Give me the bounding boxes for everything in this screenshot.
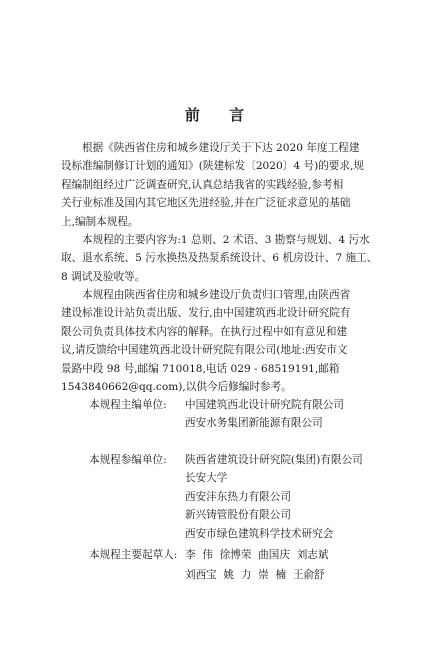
paragraph-line: 1543840662@qq.com),以供今后修编时参考。 [61, 381, 292, 394]
participant-unit: 西安沣东热力有限公司 [185, 490, 291, 503]
page-title: 前 言 [184, 106, 257, 124]
drafter-label: 本规程主要起草人: [89, 549, 178, 561]
paragraph-line: 关行业标准及国内其它地区先进经验,并在广泛征求意见的基础 [61, 197, 351, 210]
participant-list [185, 451, 363, 543]
chief-editor-unit: 西安水务集团新能源有限公司 [185, 417, 323, 430]
drafter-names-line-2: 刘西宝 姚 力 崇 楠 王俞舒 [185, 569, 325, 581]
paragraph-line: 议,请反馈给中国建筑西北设计研究院有限公司(地址:西安市文 [61, 344, 348, 357]
participant-unit: 陕西省建筑设计研究院(集团)有限公司 [185, 454, 363, 466]
paragraph-line: 上,编制本规程。 [61, 215, 139, 228]
chief-editor-list [185, 396, 344, 433]
chief-editor-label: 本规程主编单位: [89, 399, 167, 411]
participant-unit: 新兴铸管股份有限公司 [185, 509, 291, 522]
paragraph-line: 本规程的主要内容为:1 总则、2 术语、3 勘察与规划、4 污水 [82, 234, 370, 246]
paragraph-intro [61, 139, 387, 231]
drafter-names-line-1: 李 伟 徐博荣 曲国庆 刘志斌 [185, 549, 329, 561]
paragraph-line: 本规程由陕西省住房和城乡建设厅负责归口管理,由陕西省 [82, 289, 351, 301]
chief-editor-unit: 中国建筑西北设计研究院有限公司 [185, 399, 344, 411]
paragraph-line: 取、退水系统、5 污水换热及热泵系统设计、6 机房设计、7 施工、 [61, 252, 378, 265]
participant-unit: 长安大学 [185, 472, 228, 485]
participant-unit: 西安市绿色建筑科学技术研究会 [185, 527, 334, 540]
paragraph-line: 程编制组经过广泛调查研究,认真总结我省的实践经验,参考相 [61, 178, 344, 191]
paragraph-line: 限公司负责具体技术内容的解释。在执行过程中如有意见和建 [61, 325, 348, 338]
paragraph-line: 设标准编制修订计划的通知》(陕建标发〔2020〕4 号)的要求,规 [61, 160, 364, 173]
paragraph-line: 根据《陕西省住房和城乡建设厅关于下达 2020 年度工程建 [82, 142, 360, 154]
paragraph-line: 8 调试及验收等。 [61, 270, 146, 283]
paragraph-line: 景路中段 98 号,邮编 710018,电话 029 - 68519191,邮箱 [61, 362, 340, 375]
paragraph-line: 建设标准设计站负责出版、发行,由中国建筑西北设计研究院有 [61, 307, 351, 320]
participant-label: 本规程参编单位: [89, 454, 167, 466]
paragraph-contents [61, 231, 387, 286]
paragraph-management [61, 286, 387, 396]
